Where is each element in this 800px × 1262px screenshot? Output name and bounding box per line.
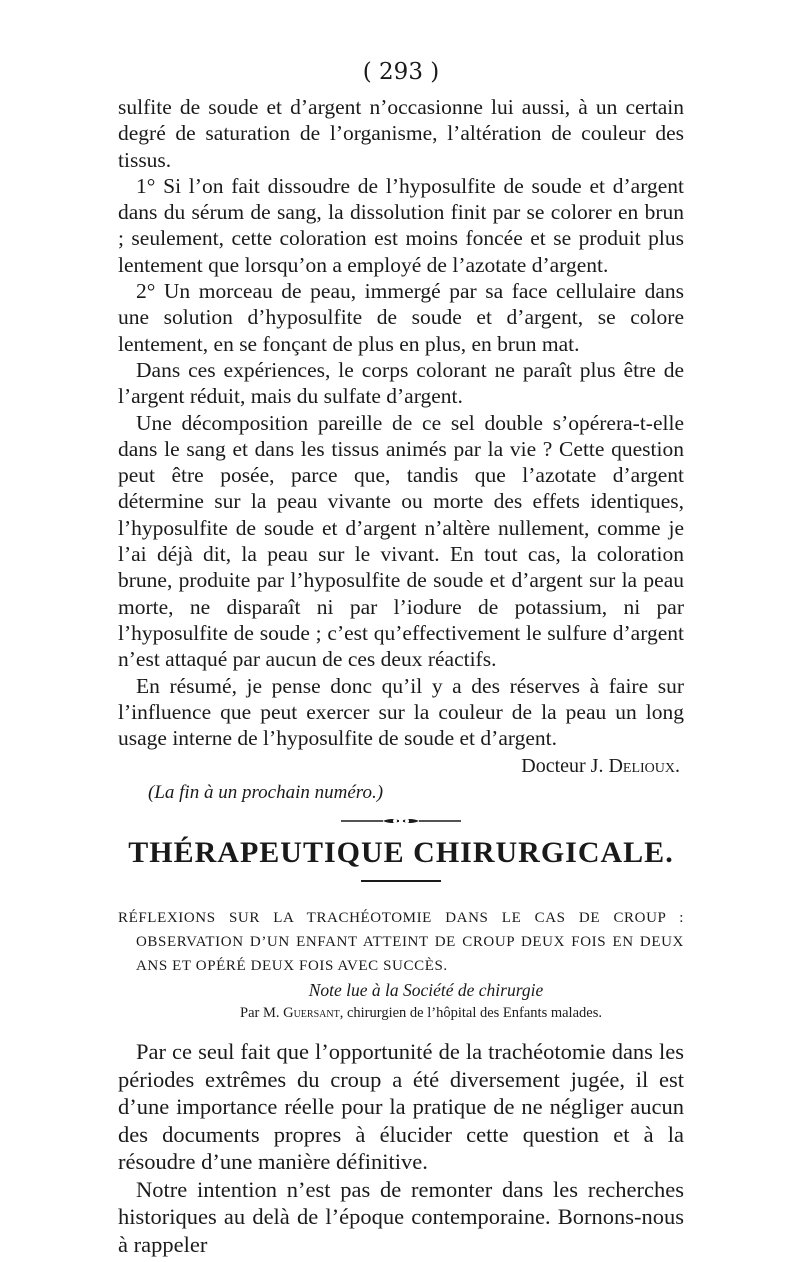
article-heading: RÉFLEXIONS SUR LA TRACHÉOTOMIE DANS LE CAS DE CROUP : OBSERVATION D’UN ENFANT ATTEINT DE CROUP DEUX FOIS EN DEUX ANS ET OPÉRÉ DEUX FOIS AVEC SUCCÈS. <box>118 910 684 975</box>
paragraph: 2° Un morceau de peau, immergé par sa face cellulaire dans une solution d’hyposulfite de soude et d’argent, se colore lentement, en se fonçant de plus en plus, en brun mat. <box>118 279 684 356</box>
title-rule <box>361 880 441 882</box>
section-title: THÉRAPEUTIQUE CHIRURGICALE. <box>128 836 674 870</box>
paragraph: Notre intention n’est pas de remonter dans les recherches historiques au delà de l’époque contemporaine. Bornons-nous à rappeler <box>118 1176 684 1257</box>
paragraph: Par ce seul fait que l’opportunité de la trachéotomie dans les périodes extrêmes du croup a été diversement jugée, il est d’une importance réelle pour la pratique de ne négliger aucun des documents propres à élucider cette question et à la résoudre d’une manière définitive. <box>118 1039 684 1175</box>
byline-prefix: Par M. <box>240 1005 284 1022</box>
page-number: ( 293 ) <box>362 59 440 85</box>
paragraph: Une décomposition pareille de ce sel double s’opérera-t-elle dans le sang et dans les tissus animés par la vie ? Cette question peut être posée, parce que, tandis que l’azotate d’argent détermine sur la peau vivante ou morte des effets identiques, l’hyposulfite de soude et d’argent n’altère nullement, comme je l’ai déjà dit, la peau sur le vivant. En tout cas, la coloration brune, produite par l’hyposulfite de soude et d’argent sur la peau morte, ne disparaît ni par l’iodure de potassium, ni par l’hyposulfite de soude ; c’est qu’effectivement le sulfure d’argent n’est attaqué par aucun de ces deux réactifs. <box>118 410 684 672</box>
byline-suffix: , chirurgien de l’hôpital des Enfants malades. <box>339 1005 602 1022</box>
paragraph: 1° Si l’on fait dissoudre de l’hyposulfite de soude et d’argent dans du sérum de sang, la dissolution finit par se colorer en brun ; seulement, cette coloration est moins foncée et se produit plus lentement que lorsqu’on a employé de l’azotate d’argent. <box>118 173 684 277</box>
byline-author: Guersant <box>283 1005 340 1022</box>
paragraph: sulfite de soude et d’argent n’occasionne lui aussi, à un certain degré de saturation de l’organisme, l’altération de couleur des tissus. <box>118 95 684 172</box>
paragraph: En résumé, je pense donc qu’il y a des réserves à faire sur l’influence que peut exercer sur la couleur de la peau un long usage interne de l’hyposulfite de soude et d’argent. <box>118 673 684 751</box>
signature-name: Delioux. <box>608 755 680 778</box>
ornament-divider-icon <box>341 816 461 826</box>
paragraph: Dans ces expériences, le corps colorant ne paraît plus être de l’argent réduit, mais du sulfate d’argent. <box>118 357 684 409</box>
signature <box>118 755 684 778</box>
book-page <box>118 58 684 1258</box>
continued-note: (La fin à un prochain numéro.) <box>148 782 384 804</box>
signature-prefix: Docteur J. <box>521 755 609 778</box>
note: Note lue à la Société de chirurgie <box>308 980 544 1001</box>
byline <box>158 1005 684 1022</box>
article-body <box>118 1038 684 1258</box>
